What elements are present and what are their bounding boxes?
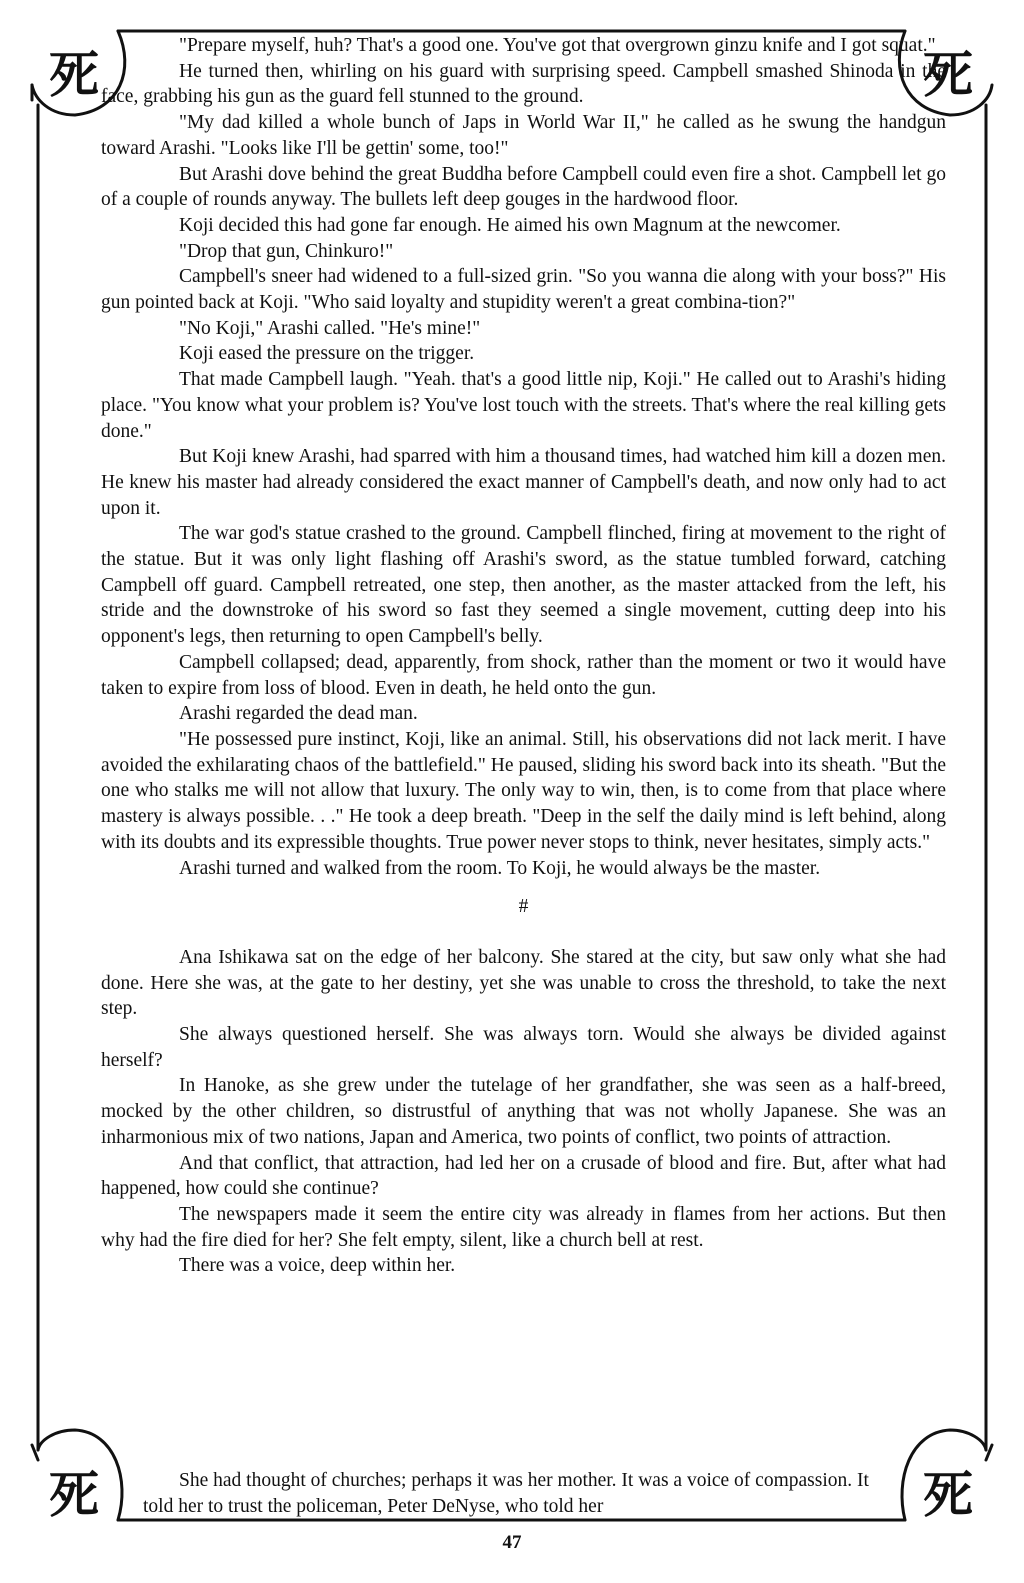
paragraph: Arashi regarded the dead man. xyxy=(179,703,418,725)
paragraph: The war god's statue crashed to the ground. Campbell flinched, firing at movement to the right of the statue. But it was only light flashing off Arashi's sword, as the statue tumbled forward, catching Campbell off guard. Campbell retreated, one step, then another, as the master attacked from the left, his stride and the downstroke of his sword so fast they seemed a single movement, cutting deep into his opponent's legs, then returning to open Campbell's belly. xyxy=(101,523,946,648)
paragraph: Campbell's sneer had widened to a full-sized grin. "So you wanna die along with your boss?" His gun pointed back at Koji. "Who said loyalty and stupidity weren't a great combina-tion?" xyxy=(101,266,946,314)
page-number: 47 xyxy=(502,1532,522,1553)
story-text xyxy=(101,33,946,1279)
paragraph: Koji decided this had gone far enough. He aimed his own Magnum at the newcomer. xyxy=(179,214,841,236)
paragraph: But Koji knew Arashi, had sparred with him a thousand times, had watched him kill a dozen men. He knew his master had already considered the exact manner of Campbell's death, and now only had to act upon it. xyxy=(101,446,946,519)
paragraph: "Drop that gun, Chinkuro!" xyxy=(179,240,394,262)
paragraph: "He possessed pure instinct, Koji, like an animal. Still, his observations did not lack merit. I have avoided the exhilarating chaos of the battlefield." He paused, sliding his sword back into its sheath. "But the one who stalks me will not allow that luxury. The only way to win, then, is to come from that place where mastery is always possible. . ." He took a deep breath. "Deep in the self the daily mind is left behind, along with its doubts and its expressible thoughts. True power never stops to think, never hesitates, simply acts." xyxy=(101,728,946,853)
paragraph: He turned then, whirling on his guard with surprising speed. Campbell smashed Shinoda in the face, grabbing his gun as the guard fell stunned to the ground. xyxy=(101,60,946,108)
paragraph: Koji eased the pressure on the trigger. xyxy=(179,343,475,365)
paragraph: "My dad killed a whole bunch of Japs in World War II," he called as he swung the handgun toward Arashi. "Looks like I'll be gettin' some, too!" xyxy=(101,112,946,159)
paragraph: There was a voice, deep within her. xyxy=(179,1255,456,1277)
corner-ornament-bottom-right: 死 xyxy=(923,1465,973,1524)
paragraph: That made Campbell laugh. "Yeah. that's a good little nip, Koji." He called out to Arashi's hiding place. "You know what your problem is? You've lost touch with the streets. That's where the real killing gets done." xyxy=(101,369,946,442)
paragraph: She had thought of churches; perhaps it was her mother. It was a voice of compassion. It told her to trust the policeman, Peter DeNyse, who told her xyxy=(143,1470,869,1517)
corner-ornament-top-left: 死 xyxy=(49,45,99,104)
paragraph: She always questioned herself. She was always torn. Would she always be divided against herself? xyxy=(101,1024,946,1071)
paragraph: Arashi turned and walked from the room. To Koji, he would always be the master. xyxy=(179,857,821,879)
paragraph: Ana Ishikawa sat on the edge of her balcony. She stared at the city, but saw only what she had done. Here she was, at the gate to her destiny, yet she was unable to cross the threshold, to take the next step. xyxy=(101,946,946,1020)
bottom-text xyxy=(143,1468,903,1519)
corner-ornament-top-right: 死 xyxy=(923,45,973,104)
paragraph: Campbell collapsed; dead, apparently, from shock, rather than the moment or two it would have taken to expire from loss of blood. Even in death, he held onto the gun. xyxy=(101,651,946,699)
paragraph: But Arashi dove behind the great Buddha before Campbell could even fire a shot. Campbell let go of a couple of rounds anyway. The bullets left deep gouges in the hardwood floor. xyxy=(101,163,946,211)
paragraph: "Prepare myself, huh? That's a good one. You've got that overgrown ginzu knife and I got squat." xyxy=(179,35,936,56)
paragraph: The newspapers made it seem the entire city was already in flames from her actions. But then why had the fire died for her? She felt empty, silent, like a church bell at rest. xyxy=(101,1203,946,1251)
paragraph: "No Koji," Arashi called. "He's mine!" xyxy=(179,317,481,339)
paragraph: In Hanoke, as she grew under the tutelage of her grandfather, she was seen as a half-breed, mocked by the other children, so distrustful of anything that was not wholly Japanese. She was an inharmonious mix of two nations, Japan and America, two points of conflict, two points of attraction. xyxy=(101,1075,946,1148)
scene-break: # xyxy=(518,896,529,918)
corner-ornament-bottom-left: 死 xyxy=(49,1465,99,1524)
paragraph: And that conflict, that attraction, had led her on a crusade of blood and fire. But, after what had happened, how could she continue? xyxy=(101,1152,946,1200)
